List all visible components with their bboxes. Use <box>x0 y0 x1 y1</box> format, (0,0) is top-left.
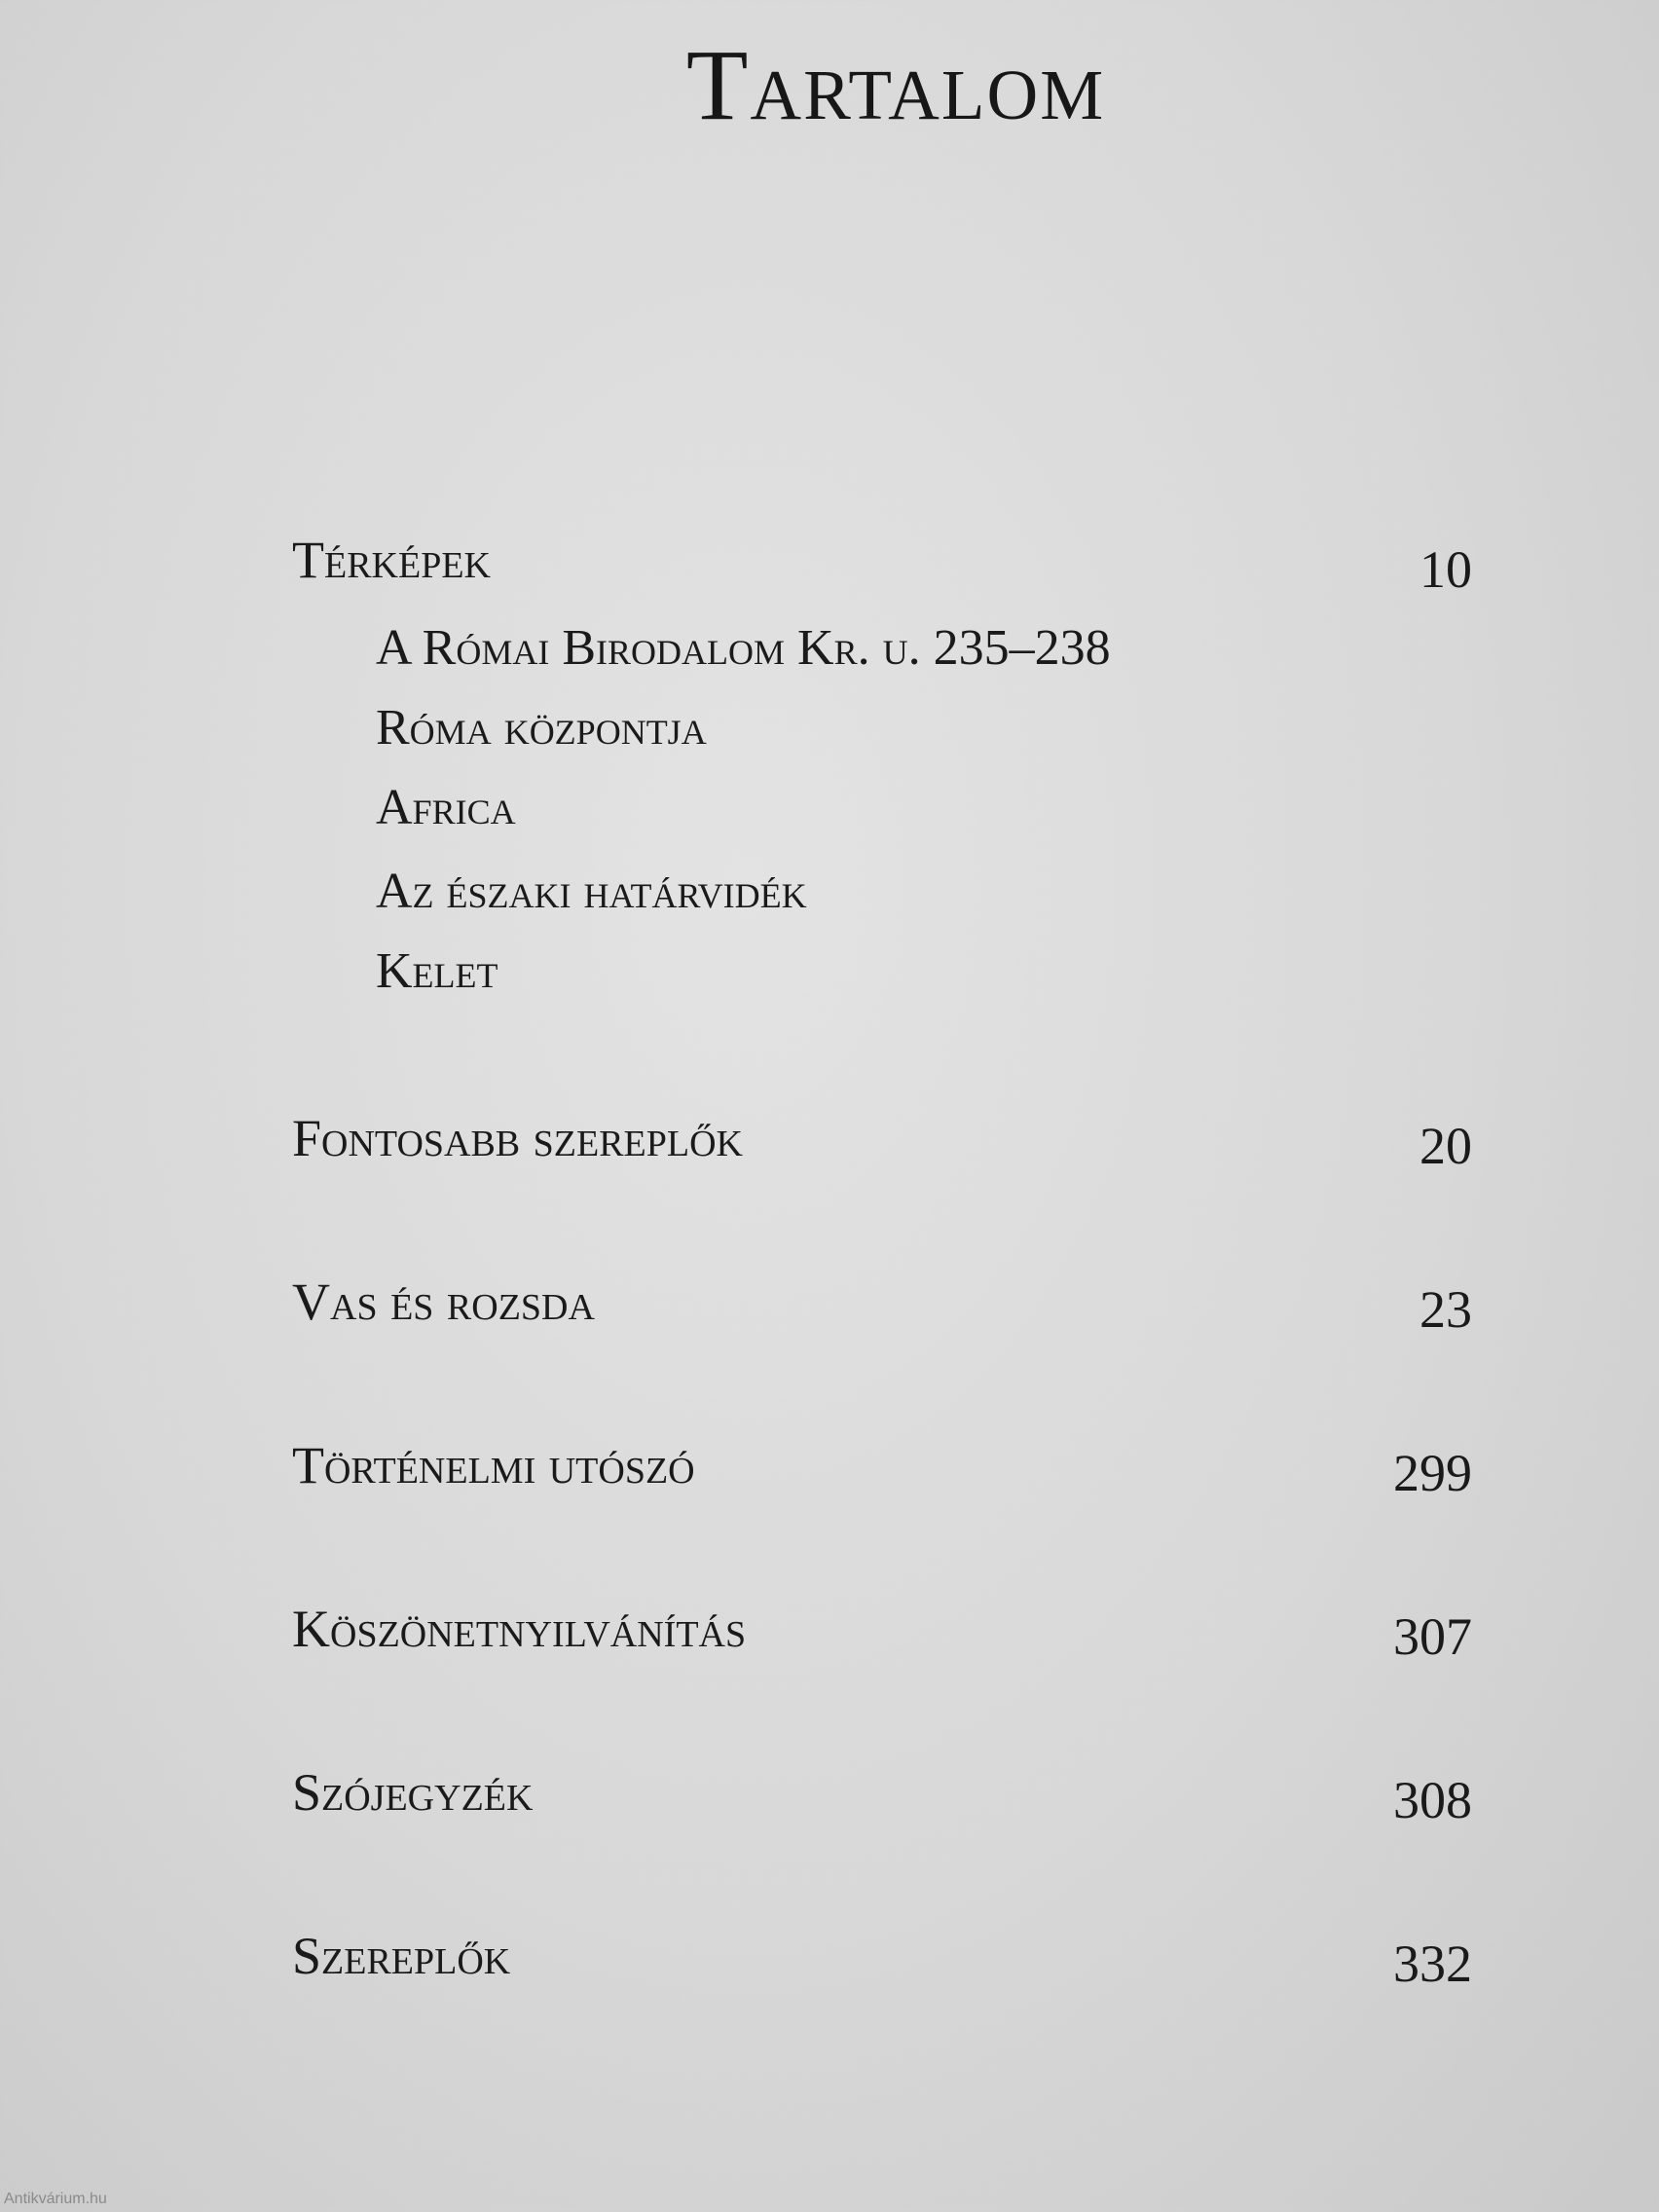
toc-entry-szojegyzek: Szójegyzék <box>292 1763 534 1822</box>
toc-subentry-map-4: Az északi határvidék <box>376 864 807 919</box>
toc-page-koszonetnyilvanitas: 307 <box>1393 1607 1472 1666</box>
watermark: Antikvárium.hu <box>4 2191 107 2207</box>
toc-page-szojegyzek: 308 <box>1393 1771 1472 1829</box>
toc-entry-fontosabb-szereplok: Fontosabb szereplők <box>292 1109 743 1167</box>
toc-entry-koszonetnyilvanitas: Köszönetnyilvánítás <box>292 1600 747 1658</box>
toc-subentry-map-3: Africa <box>376 780 516 835</box>
toc-subentry-map-1: A Római Birodalom Kr. u. 235–238 <box>376 620 1111 676</box>
toc-subentry-map-2: Róma központja <box>376 700 707 756</box>
toc-page-szereplok: 332 <box>1393 1935 1472 1993</box>
toc-page-tortenelmi-utoszo: 299 <box>1393 1444 1472 1502</box>
toc-entry-vas-es-rozsda: Vas és rozsda <box>292 1272 595 1331</box>
toc-subentry-map-5: Kelet <box>376 943 498 999</box>
toc-entry-tortenelmi-utoszo: Történelmi utószó <box>292 1436 695 1494</box>
toc-entry-terkepek: Térképek <box>292 531 491 589</box>
toc-page-fontosabb-szereplok: 20 <box>1419 1117 1472 1175</box>
toc-page-terkepek: 10 <box>1419 540 1472 599</box>
toc-page-vas-es-rozsda: 23 <box>1419 1280 1472 1339</box>
page-title: Tartalom <box>685 29 1106 141</box>
toc-entry-szereplok: Szereplők <box>292 1927 511 1985</box>
